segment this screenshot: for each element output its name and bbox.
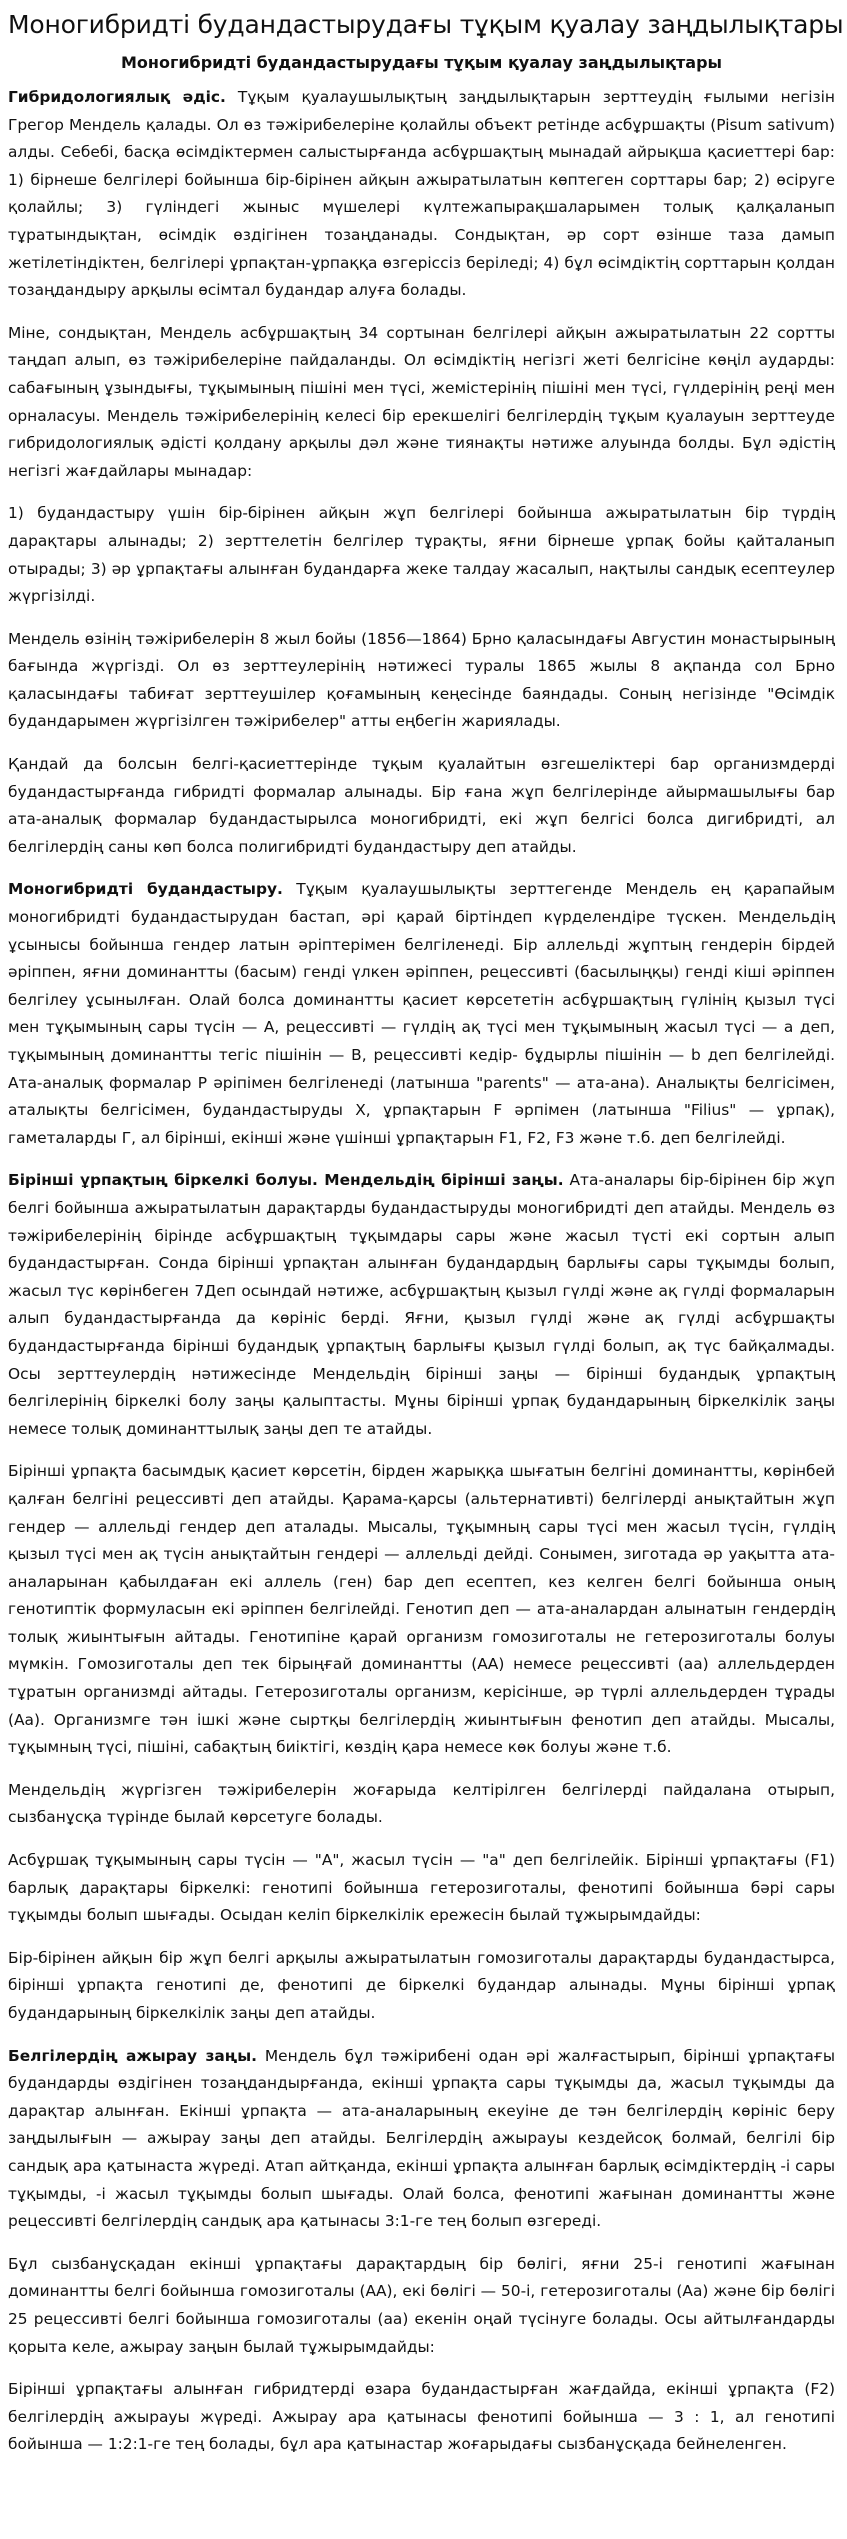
paragraph-segregation-law [8,2043,835,2236]
paragraph-text: Тұқым қуалаушылықты зерттегенде Мендель ең қарапайым моногибридті будандастырудан бастап, әрі қарай біртіндеп күрделендіре түскен. Мендельдің ұсынысы бойынша гендер латын әріптерімен белгіленеді. Бір аллельді жұптың гендерін бірдей әріппен, яғни доминантты (басым) генді үлкен әріппен, рецессивті (басылыңқы) генді кіші әріппен белгілеу ұсынылған. Олай болса доминантты қасиет көрсететін асбұршақтың гүлінің қызыл түсі мен тұқымының сары түсін — А, рецессивті — гүлдің ақ түсі мен тұқымының жасыл түсі — а деп, тұқымының доминантты тегіс пішінін — В, рецессивті кедір- бұдырлы пішінін — b деп белгілейді. Ата-аналық формалар Р әріпімен белгіленеді (латынша "parents" — ата-ана). Аналықты белгісімен, аталықты белгісімен, будандастыруды Х, ұрпақтарын F әрпімен (латынша "Filius" — ұрпақ), гаметаларды Г, ал бірінші, екінші және үшінші ұрпақтарын F1, F2, F3 және т.б. деп белгілейді. [8,880,835,1147]
paragraph-text: Ата-аналары бір-бірінен бір жұп белгі бойынша ажыратылатын дарақтарды будандастыруды моногибридті деп атайды. Мендель өз тәжірибелерінің бірінде асбұршақтың тұқымдары сары және жасыл түсті екі сортын алып будандастырған. Сонда бірінші ұрпақтан алынған будандардың барлығы сары тұқымды болып, жасыл түс көрінбеген 7Деп осындай нәтиже, асбұршақтың қызыл гүлді және ақ гүлді формаларын алып будандастырғанда да көрініс берді. Яғни, қызыл гүлді және ақ гүлді асбұршақты будандастырғанда бірінші будандық ұрпақтың барлығы қызыл гүлді болып, ақ түс байқалмады. Осы зерттеулердің нәтижесінде Мендельдің бірінші заңы — бірінші будандық ұрпақтың белгілерінің біркелкі болу заңы қалыптасты. Мұны бірінші ұрпақ будандарының біркелкілік заңы немесе толық доминанттылық заңы деп те атайды. [8,1171,836,1438]
paragraph-second-generation [8,2251,835,2361]
paragraph-monohybrid-crossing [8,876,835,1152]
paragraph-text: Мендельдің жүргізген тәжірибелерін жоғарыда келтірілген белгілерді пайдалана отырып, сызбанұсқа түрінде былай көрсетуге болады. [8,1780,835,1827]
paragraph-segregation-ratio [8,2376,835,2459]
paragraph-text: 1) будандастыру үшін бір-бірінен айқын жұп белгілері бойынша ажыратылатын бір түрдің дарақтары алынады; 2) зерттелетін белгілер тұрақты, яғни бірнеше ұрпақ бойы қайталанып отырады; 3) әр ұрпақтағы алынған будандарға жеке талдау жасалып, нақтылы сандық есептеулер жүргізілді. [8,504,835,606]
paragraph-text: Міне, сондықтан, Мендель асбұршақтың 34 сортынан белгілері айқын ажыратылатын 22 сортты таңдап алып, өз тәжірибелеріне пайдаланды. Ол өсімдіктің негізгі жеті белгісіне көңіл аударды: сабағының ұзындығы, тұқымының пішіні мен түсі, жемістерінің пішіні мен түсі, гүлдерінің реңі мен орналасуы. Мендель тәжірибелерінің келесі бір ерекшелігі белгілердің тұқым қуалауын зерттеуде гибридологиялық әдісті қолдану арқылы дәл және тиянақты нәтиже алуында болды. Бұл әдістің негізгі жағдайлары мынадар: [8,323,835,480]
paragraph-method-conditions [8,500,835,610]
paragraph-text: Бірінші ұрпақтағы алынған гибридтерді өзара будандастырған жағдайда, екінші ұрпақта (F2) белгілердің ажырауы жүреді. Ажырау ара қатынасы фенотипі бойынша — 3 : 1, ал генотипі бойынша — 1:2:1-ге тең болады, бұл ара қатынастар жоғарыдағы сызбанұсқада бейнеленген. [8,2380,835,2454]
paragraph-mendel-experiments [8,626,835,736]
paragraph-text: Мендель өзінің тәжірибелерін 8 жыл бойы (1856—1864) Брно қаласындағы Августин монастырының бағында жүргізді. Ол өз зерттеулерінің нәтижесі туралы 1865 жылы 8 ақпанда сол Брно қаласындағы табиғат зерттеушілер қоғамының кеңесінде баяндады. Соның негізінде "Өсімдік будандарымен жүргізілген тәжірибелер" атты еңбегін жариялады. [8,629,835,731]
paragraph-lead: Белгілердің ажырау заңы. [8,2046,257,2065]
paragraph-text: Тұқым қуалаушылықтың заңдылықтарын зерттеудің ғылыми негізін Грегор Мендель қалады. Ол өз тәжірибелеріне қолайлы объект ретінде асбұршақты (Pisum sativum) алды. Себебі, басқа өсімдіктермен салыстырғанда асбұршақтың мынадай айрықша қасиеттері бар: 1) бірнеше белгілері бойынша бір-бірінен айқын ажыратылатын көптеген сорттары бар; 2) өсіруге қолайлы; 3) гүліндегі жыныс мүшелері күлтежапырақшаларымен толық қалқаланып тұратындықтан, өсімдік өздігінен тозаңданады. Сондықтан, әр сорт өзінше таза дамып жетілетіндіктен, белгілері ұрпақтан-ұрпаққа өзгеріссіз беріледі; 4) бұл өсімдіктің сорттарын қолдан тозаңдандыру арқылы өсімтал будандар алуға болады. [8,88,835,300]
paragraph-scheme-intro [8,1777,835,1832]
paragraph-lead: Гибридологиялық әдіс. [8,88,226,106]
paragraph-text: Бұл сызбанұсқадан екінші ұрпақтағы дарақтардың бір бөлігі, яғни 25-і генотипі жағынан доминантты белгі бойынша гомозиготалы (АА), екі бөлігі — 50-і, гетерозиготалы (Аа) және бір бөлігі 25 рецессивті белгі бойынша гомозиготалы (аа) екенін оңай түсінуге болады. Осы айтылғандарды қорыта келе, ажырау заңын былай тұжырымдайды: [8,2254,835,2356]
paragraph-lead: Моногибридті будандастыру. [8,880,283,899]
article-subtitle: Моногибридті будандастырудағы тұқым қуалау заңдылықтары [121,53,722,72]
paragraph-dominance-genotype [8,1458,835,1762]
paragraph-hybridological-method [8,84,835,305]
paragraph-text: Асбұршақ тұқымының сары түсін — "А", жасыл түсін — "а" деп белгілейік. Бірінші ұрпақтағы (F1) барлық дарақтары біркелкі: генотипі бойынша гетерозиготалы, фенотипі бойынша бәрі сары тұқымды болып шығады. Осыдан келіп біркелкілік ережесін былай тұжырымдайды: [8,1851,835,1925]
paragraph-text: Қандай да болсын белгі-қасиеттерінде тұқым қуалайтын өзгешеліктері бар организмдерді будандастырғанда гибридті формалар алынады. Бір ғана жұп белгілерінде айырмашылығы бар ата-аналық формалар будандастырылса моногибридті, екі жұп белгісі болса дигибридті, ал белгілердің саны көп болса полигибридті будандастыру деп атайды. [8,755,835,856]
page-title: Моногибридті будандастырудағы тұқым қуалау заңдылықтары [8,10,844,39]
paragraph-pea-notation [8,1847,835,1930]
paragraph-text: Бірінші ұрпақта басымдық қасиет көрсетін, бірден жарыққа шығатын белгіні доминантты, көрінбей қалған белгіні рецессивті деп атайды. Қарама-қарсы (альтернативті) белгілерді анықтайтын жұп гендер — аллельді гендер деп аталады. Мысалы, тұқымның сары түсі мен жасыл түсін, гүлдің қызыл түсі мен ақ түсін анықтайтын гендері — аллельді дейді. Сонымен, зиготада әр уақытта ата-аналарынан қабылдаған екі аллель (ген) бар деп есептеп, кез келген белгі бойынша оның генотиптік формуласын екі әріппен белгілейді. Генотип деп — ата-аналардан алынатын гендердің толық жиынтығын айтады. Генотипіне қарай организм гомозиготалы не гетерозиготалы болуы мүмкін. Гомозиготалы деп тек бірыңғай доминантты (АА) немесе рецессивті (аа) аллельдерден тұратын организмді айтады. Гетерозиготалы организм, керісінше, әр түрлі аллельдерден тұрады (Аа). Организмге тән ішкі және сыртқы белгілердің жиынтығын фенотип деп атайды. Мысалы, тұқымның түсі, пішіні, сабақтың биіктігі, көздің қара немесе көк болуы және т.б. [8,1462,835,1757]
paragraph-first-law [8,1167,835,1443]
paragraph-lead: Бірінші ұрпақтың біркелкі болуы. Мендельдің бірінші заңы. [8,1171,564,1190]
paragraph-mendel-selection [8,320,835,486]
paragraph-text: Мендель бұл тәжірибені одан әрі жалғастырып, бірінші ұрпақтағы будандарды өздігінен тозаңдандырғанда, екінші ұрпақта сары тұқымды да, жасыл тұқымды да дарақтар алынған. Екінші ұрпақта — ата-аналарының екеуіне де тән белгілердің көрініс беру заңдылығын — ажырау заңы деп атайды. Белгілердің ажырауы кездейсоқ болмай, белгілі бір сандық ара қатынаста жүреді. Атап айтқанда, екінші ұрпақта алынған барлық өсімдіктердің -і сары тұқымды, -і жасыл тұқымды болып шығады. Олай болса, фенотипі жағынан доминантты және рецессивті белгілердің сандық ара қатынасы 3:1-ге тең болып өзгереді. [8,2046,835,2231]
paragraph-text: Бір-бірінен айқын бір жұп белгі арқылы ажыратылатын гомозиготалы дарақтарды будандастырса, бірінші ұрпақта генотипі де, фенотипі де біркелкі будандар алынады. Мұны бірінші ұрпақ будандарының біркелкілік заңы деп атайды. [8,1948,835,2022]
paragraph-hybrid-forms [8,751,835,861]
paragraph-uniformity-rule [8,1945,835,2028]
